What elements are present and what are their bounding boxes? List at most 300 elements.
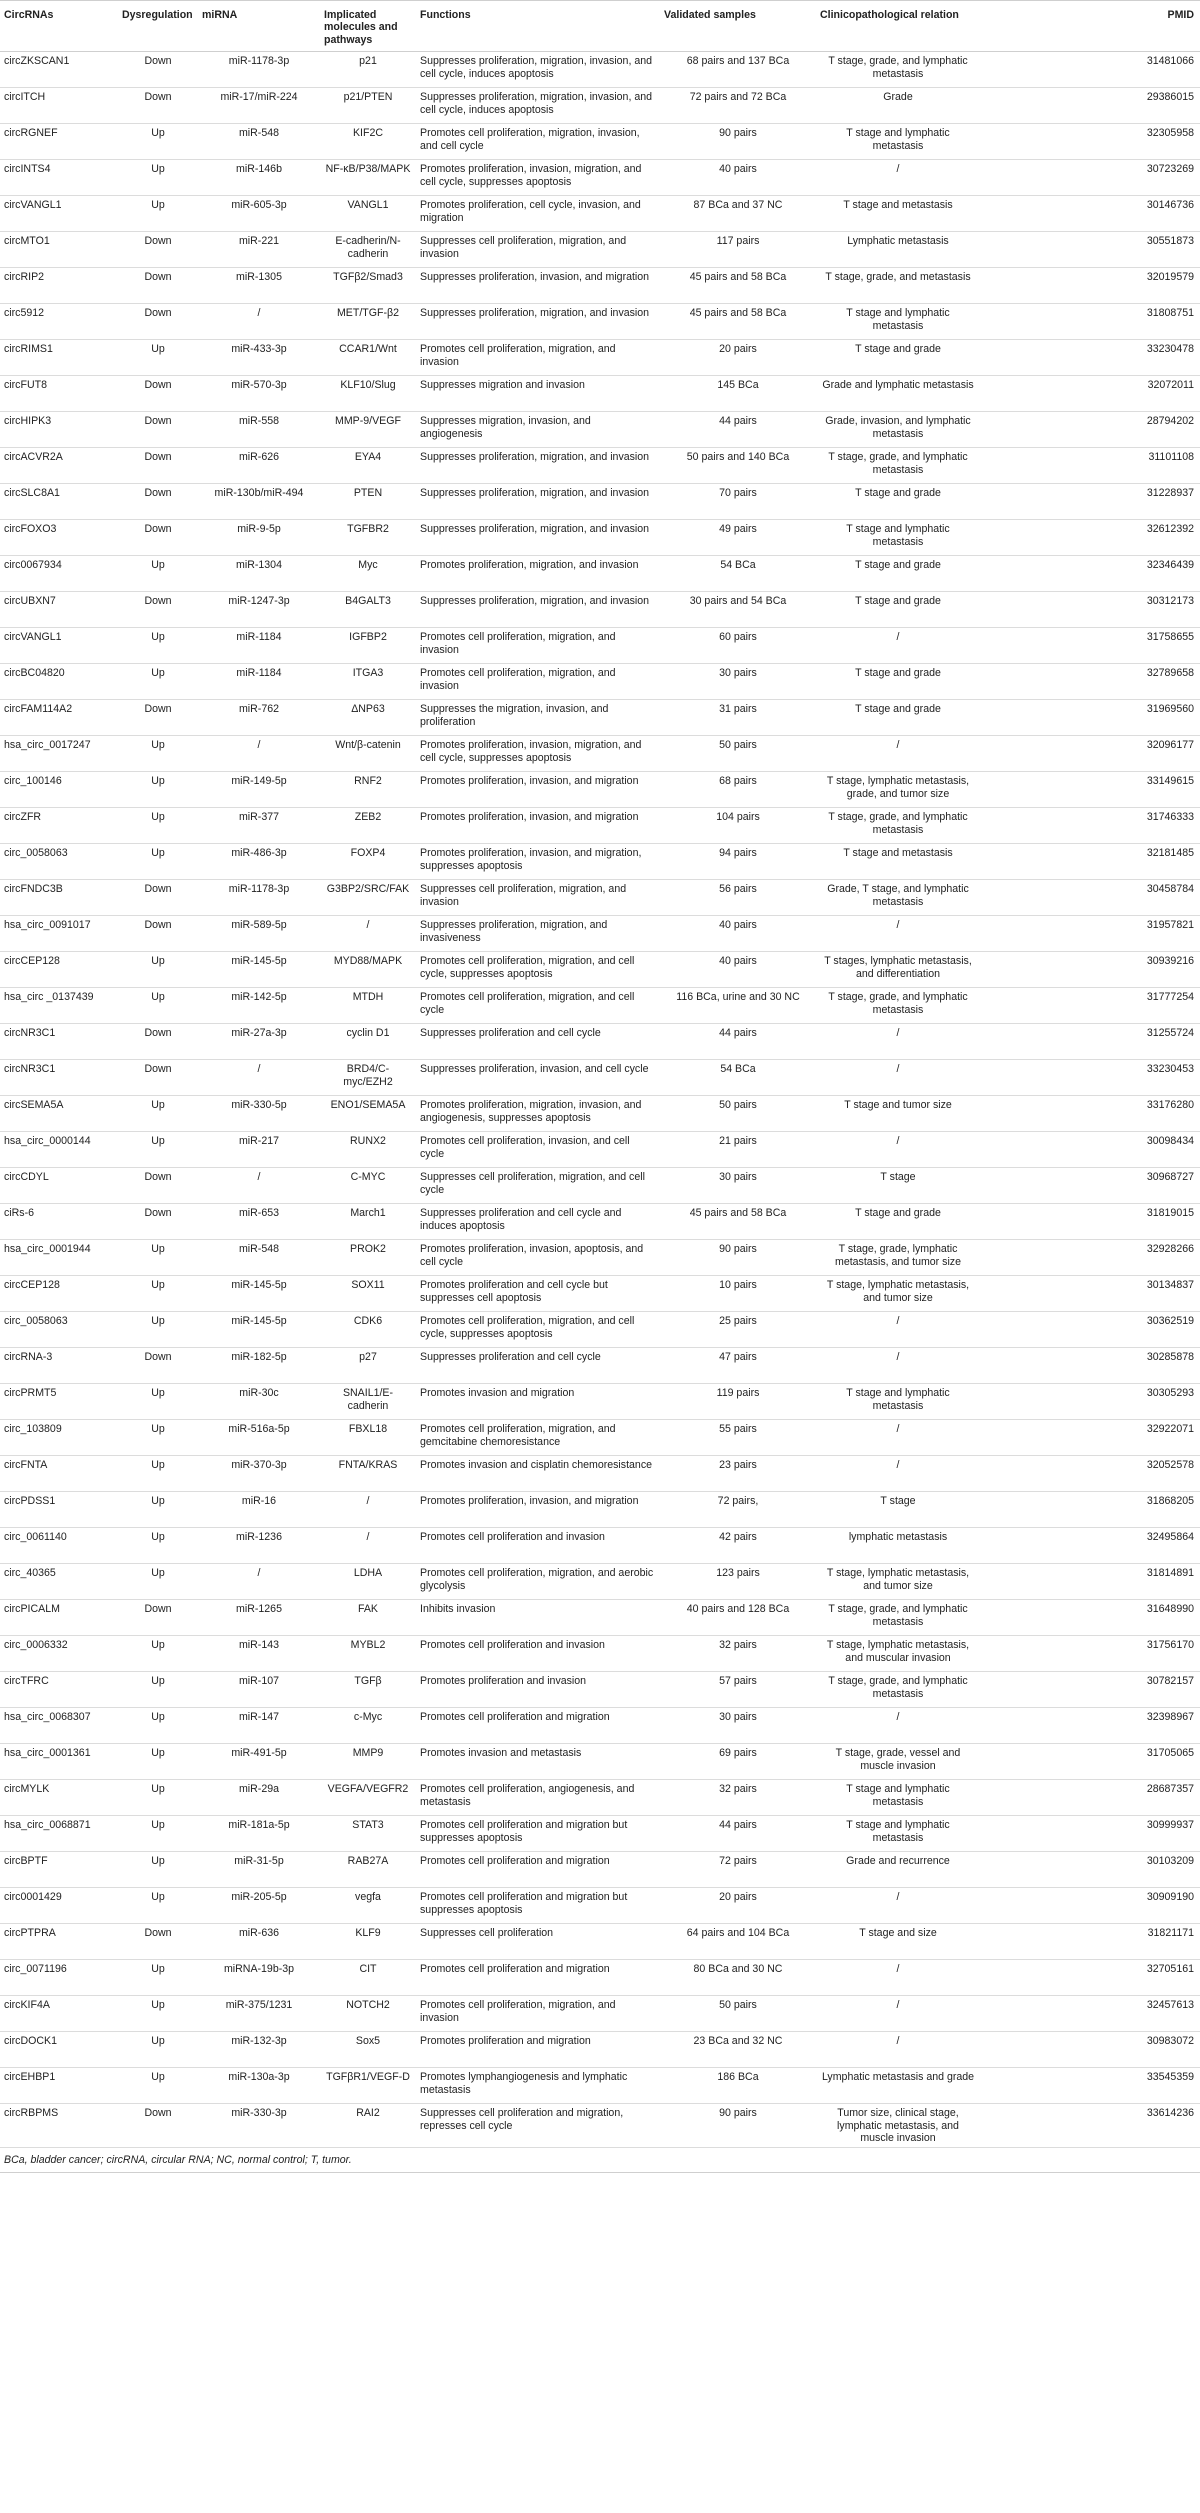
clinical-relation-cell: T stage, grade, vessel and muscle invasion	[816, 1744, 980, 1780]
mirna-cell: miR-626	[198, 448, 320, 484]
mirna-cell: miR-145-5p	[198, 1276, 320, 1312]
circrna-cell: circFNTA	[0, 1456, 118, 1492]
dysregulation-cell: Up	[118, 2068, 198, 2104]
function-cell: Promotes cell proliferation, migration, and cell cycle, suppresses apoptosis	[416, 1312, 660, 1348]
dysregulation-cell: Down	[118, 88, 198, 124]
pmid-cell: 32019579	[980, 268, 1200, 304]
table-row	[0, 232, 1200, 268]
pathway-cell: MET/TGF-β2	[320, 304, 416, 340]
table-row	[0, 268, 1200, 304]
clinical-relation-cell: Grade, invasion, and lymphatic metastasis	[816, 412, 980, 448]
function-cell: Promotes cell proliferation and migration but suppresses apoptosis	[416, 1888, 660, 1924]
pathway-cell: NF-κB/P38/MAPK	[320, 160, 416, 196]
dysregulation-cell: Down	[118, 1924, 198, 1960]
dysregulation-cell: Down	[118, 1348, 198, 1384]
pathway-cell: VANGL1	[320, 196, 416, 232]
mirna-cell: /	[198, 1564, 320, 1600]
pmid-cell: 31819015	[980, 1204, 1200, 1240]
clinical-relation-cell: T stage, grade, and metastasis	[816, 268, 980, 304]
table-row	[0, 628, 1200, 664]
function-cell: Promotes cell proliferation, migration, and invasion	[416, 664, 660, 700]
function-cell: Promotes cell proliferation, migration, invasion, and cell cycle	[416, 124, 660, 160]
column-header: Clinicopathological relation	[816, 1, 980, 52]
samples-cell: 40 pairs	[660, 952, 816, 988]
clinical-relation-cell: lymphatic metastasis	[816, 1528, 980, 1564]
pmid-cell: 32705161	[980, 1960, 1200, 1996]
clinical-relation-cell: /	[816, 1960, 980, 1996]
function-cell: Promotes cell proliferation and migration	[416, 1960, 660, 1996]
pathway-cell: TGFβR1/VEGF-D	[320, 2068, 416, 2104]
dysregulation-cell: Up	[118, 1636, 198, 1672]
circrna-cell: circVANGL1	[0, 196, 118, 232]
table-row	[0, 52, 1200, 88]
pmid-cell: 32922071	[980, 1420, 1200, 1456]
clinical-relation-cell: T stage	[816, 1168, 980, 1204]
table-row	[0, 1096, 1200, 1132]
pmid-cell: 33614236	[980, 2104, 1200, 2148]
pathway-cell: KIF2C	[320, 124, 416, 160]
dysregulation-cell: Up	[118, 1492, 198, 1528]
dysregulation-cell: Up	[118, 988, 198, 1024]
samples-cell: 90 pairs	[660, 1240, 816, 1276]
dysregulation-cell: Up	[118, 1132, 198, 1168]
dysregulation-cell: Up	[118, 628, 198, 664]
mirna-cell: /	[198, 736, 320, 772]
pmid-cell: 32305958	[980, 124, 1200, 160]
clinical-relation-cell: T stage, lymphatic metastasis, grade, and tumor size	[816, 772, 980, 808]
pathway-cell: RUNX2	[320, 1132, 416, 1168]
table-row	[0, 1204, 1200, 1240]
mirna-cell: miR-181a-5p	[198, 1816, 320, 1852]
dysregulation-cell: Up	[118, 952, 198, 988]
circrna-cell: circMYLK	[0, 1780, 118, 1816]
pathway-cell: ZEB2	[320, 808, 416, 844]
mirna-cell: miR-1305	[198, 268, 320, 304]
circrna-cell: hsa_circ_0091017	[0, 916, 118, 952]
function-cell: Promotes invasion and cisplatin chemoresistance	[416, 1456, 660, 1492]
samples-cell: 49 pairs	[660, 520, 816, 556]
pmid-cell: 30285878	[980, 1348, 1200, 1384]
table-row	[0, 1132, 1200, 1168]
dysregulation-cell: Down	[118, 304, 198, 340]
dysregulation-cell: Down	[118, 484, 198, 520]
pathway-cell: FOXP4	[320, 844, 416, 880]
pathway-cell: ENO1/SEMA5A	[320, 1096, 416, 1132]
circrna-cell: circ5912	[0, 304, 118, 340]
mirna-cell: miR-1247-3p	[198, 592, 320, 628]
function-cell: Suppresses proliferation and cell cycle	[416, 1024, 660, 1060]
clinical-relation-cell: /	[816, 1708, 980, 1744]
table-row	[0, 1924, 1200, 1960]
samples-cell: 30 pairs	[660, 664, 816, 700]
mirna-cell: miR-330-5p	[198, 1096, 320, 1132]
function-cell: Suppresses proliferation, migration, and invasion	[416, 592, 660, 628]
clinical-relation-cell: T stage and lymphatic metastasis	[816, 1384, 980, 1420]
function-cell: Suppresses migration, invasion, and angiogenesis	[416, 412, 660, 448]
pmid-cell: 30362519	[980, 1312, 1200, 1348]
function-cell: Suppresses proliferation, migration, and invasion	[416, 304, 660, 340]
mirna-cell: miR-1236	[198, 1528, 320, 1564]
pmid-cell: 31481066	[980, 52, 1200, 88]
clinical-relation-cell: Grade and lymphatic metastasis	[816, 376, 980, 412]
table-row	[0, 988, 1200, 1024]
clinical-relation-cell: T stage and grade	[816, 340, 980, 376]
pmid-cell: 32398967	[980, 1708, 1200, 1744]
mirna-cell: miR-375/1231	[198, 1996, 320, 2032]
pmid-cell: 31821171	[980, 1924, 1200, 1960]
pathway-cell: Sox5	[320, 2032, 416, 2068]
table-row	[0, 412, 1200, 448]
pathway-cell: MYD88/MAPK	[320, 952, 416, 988]
samples-cell: 54 BCa	[660, 1060, 816, 1096]
clinical-relation-cell: /	[816, 736, 980, 772]
samples-cell: 87 BCa and 37 NC	[660, 196, 816, 232]
circrna-cell: circ_0071196	[0, 1960, 118, 1996]
circrna-cell: circRIMS1	[0, 340, 118, 376]
clinical-relation-cell: Grade, T stage, and lymphatic metastasis	[816, 880, 980, 916]
table-footnote: BCa, bladder cancer; circRNA, circular RNA; NC, normal control; T, tumor.	[0, 2148, 1200, 2173]
pmid-cell: 31746333	[980, 808, 1200, 844]
pathway-cell: LDHA	[320, 1564, 416, 1600]
dysregulation-cell: Down	[118, 1060, 198, 1096]
pmid-cell: 33545359	[980, 2068, 1200, 2104]
pathway-cell: ITGA3	[320, 664, 416, 700]
mirna-cell: miR-1184	[198, 628, 320, 664]
table-row	[0, 1240, 1200, 1276]
table-row	[0, 772, 1200, 808]
function-cell: Suppresses cell proliferation, migration, and invasion	[416, 880, 660, 916]
circrna-cell: circ_100146	[0, 772, 118, 808]
function-cell: Suppresses proliferation, migration, invasion, and cell cycle, induces apoptosis	[416, 52, 660, 88]
table-row	[0, 1348, 1200, 1384]
pmid-cell: 32052578	[980, 1456, 1200, 1492]
dysregulation-cell: Up	[118, 1888, 198, 1924]
pathway-cell: MMP-9/VEGF	[320, 412, 416, 448]
mirna-cell: miR-377	[198, 808, 320, 844]
samples-cell: 57 pairs	[660, 1672, 816, 1708]
circrna-cell: circZFR	[0, 808, 118, 844]
dysregulation-cell: Up	[118, 1420, 198, 1456]
samples-cell: 44 pairs	[660, 412, 816, 448]
samples-cell: 23 BCa and 32 NC	[660, 2032, 816, 2068]
samples-cell: 45 pairs and 58 BCa	[660, 1204, 816, 1240]
mirna-cell: miR-516a-5p	[198, 1420, 320, 1456]
circrna-cell: ciRs-6	[0, 1204, 118, 1240]
function-cell: Promotes proliferation, invasion, apoptosis, and cell cycle	[416, 1240, 660, 1276]
pmid-cell: 30968727	[980, 1168, 1200, 1204]
table-header-row	[0, 1, 1200, 52]
samples-cell: 31 pairs	[660, 700, 816, 736]
dysregulation-cell: Down	[118, 232, 198, 268]
mirna-cell: miR-605-3p	[198, 196, 320, 232]
pathway-cell: STAT3	[320, 1816, 416, 1852]
samples-cell: 69 pairs	[660, 1744, 816, 1780]
dysregulation-cell: Up	[118, 1564, 198, 1600]
pathway-cell: Wnt/β-catenin	[320, 736, 416, 772]
clinical-relation-cell: T stage and grade	[816, 1204, 980, 1240]
samples-cell: 68 pairs	[660, 772, 816, 808]
circrna-cell: circ_0058063	[0, 1312, 118, 1348]
pathway-cell: VEGFA/VEGFR2	[320, 1780, 416, 1816]
pathway-cell: NOTCH2	[320, 1996, 416, 2032]
table-row	[0, 160, 1200, 196]
circrna-cell: hsa_circ_0001944	[0, 1240, 118, 1276]
function-cell: Suppresses proliferation, migration, and invasion	[416, 448, 660, 484]
pathway-cell: E-cadherin/N-cadherin	[320, 232, 416, 268]
table-row	[0, 520, 1200, 556]
dysregulation-cell: Up	[118, 1816, 198, 1852]
function-cell: Suppresses proliferation and cell cycle and induces apoptosis	[416, 1204, 660, 1240]
circrna-cell: circRIP2	[0, 268, 118, 304]
mirna-cell: miR-130b/miR-494	[198, 484, 320, 520]
function-cell: Promotes cell proliferation, migration, and gemcitabine chemoresistance	[416, 1420, 660, 1456]
mirna-cell: miR-589-5p	[198, 916, 320, 952]
table-row	[0, 1168, 1200, 1204]
pathway-cell: SOX11	[320, 1276, 416, 1312]
pathway-cell: MMP9	[320, 1744, 416, 1780]
samples-cell: 80 BCa and 30 NC	[660, 1960, 816, 1996]
function-cell: Promotes cell proliferation and migration but suppresses apoptosis	[416, 1816, 660, 1852]
mirna-cell: miR-205-5p	[198, 1888, 320, 1924]
clinical-relation-cell: T stage, grade, and lymphatic metastasis	[816, 52, 980, 88]
circrna-cell: circTFRC	[0, 1672, 118, 1708]
dysregulation-cell: Up	[118, 124, 198, 160]
circrna-cell: hsa_circ _0137439	[0, 988, 118, 1024]
column-header: miRNA	[198, 1, 320, 52]
mirna-cell: miR-132-3p	[198, 2032, 320, 2068]
clinical-relation-cell: /	[816, 1456, 980, 1492]
table-row	[0, 1492, 1200, 1528]
circrna-cell: circ_0061140	[0, 1528, 118, 1564]
pathway-cell: p21/PTEN	[320, 88, 416, 124]
function-cell: Promotes cell proliferation, migration, and cell cycle	[416, 988, 660, 1024]
clinical-relation-cell: /	[816, 916, 980, 952]
dysregulation-cell: Down	[118, 376, 198, 412]
table-row	[0, 1384, 1200, 1420]
pmid-cell: 32096177	[980, 736, 1200, 772]
dysregulation-cell: Down	[118, 880, 198, 916]
table-row	[0, 2068, 1200, 2104]
function-cell: Suppresses migration and invasion	[416, 376, 660, 412]
pathway-cell: PTEN	[320, 484, 416, 520]
mirna-cell: miR-653	[198, 1204, 320, 1240]
function-cell: Promotes cell proliferation and invasion	[416, 1528, 660, 1564]
clinical-relation-cell: T stage, grade, and lymphatic metastasis	[816, 448, 980, 484]
table-row	[0, 1636, 1200, 1672]
table-row	[0, 1744, 1200, 1780]
circrna-cell: circPICALM	[0, 1600, 118, 1636]
samples-cell: 50 pairs and 140 BCa	[660, 448, 816, 484]
circrna-cell: circRGNEF	[0, 124, 118, 160]
mirna-cell: miR-548	[198, 124, 320, 160]
samples-cell: 72 pairs	[660, 1852, 816, 1888]
circrna-cell: circBPTF	[0, 1852, 118, 1888]
dysregulation-cell: Up	[118, 772, 198, 808]
circrna-cell: circ_0006332	[0, 1636, 118, 1672]
pathway-cell: TGFβ2/Smad3	[320, 268, 416, 304]
pathway-cell: p21	[320, 52, 416, 88]
circrna-cell: circZKSCAN1	[0, 52, 118, 88]
clinical-relation-cell: /	[816, 1420, 980, 1456]
samples-cell: 40 pairs	[660, 916, 816, 952]
table-row	[0, 1816, 1200, 1852]
mirna-cell: miR-370-3p	[198, 1456, 320, 1492]
pmid-cell: 30983072	[980, 2032, 1200, 2068]
dysregulation-cell: Up	[118, 1240, 198, 1276]
circrna-cell: circCEP128	[0, 952, 118, 988]
function-cell: Promotes proliferation and invasion	[416, 1672, 660, 1708]
clinical-relation-cell: /	[816, 1996, 980, 2032]
function-cell: Promotes cell proliferation, migration, and cell cycle, suppresses apoptosis	[416, 952, 660, 988]
mirna-cell: miR-146b	[198, 160, 320, 196]
function-cell: Suppresses cell proliferation and migration, represses cell cycle	[416, 2104, 660, 2148]
samples-cell: 30 pairs	[660, 1168, 816, 1204]
pathway-cell: Myc	[320, 556, 416, 592]
clinical-relation-cell: /	[816, 2032, 980, 2068]
mirna-cell: miR-107	[198, 1672, 320, 1708]
pathway-cell: CIT	[320, 1960, 416, 1996]
pathway-cell: March1	[320, 1204, 416, 1240]
table-row	[0, 880, 1200, 916]
pmid-cell: 31255724	[980, 1024, 1200, 1060]
clinical-relation-cell: T stage and metastasis	[816, 196, 980, 232]
table-row	[0, 592, 1200, 628]
pathway-cell: RAB27A	[320, 1852, 416, 1888]
circrna-cell: circPRMT5	[0, 1384, 118, 1420]
samples-cell: 23 pairs	[660, 1456, 816, 1492]
clinical-relation-cell: /	[816, 1312, 980, 1348]
clinical-relation-cell: T stage and lymphatic metastasis	[816, 304, 980, 340]
circrna-cell: circMTO1	[0, 232, 118, 268]
samples-cell: 90 pairs	[660, 2104, 816, 2148]
dysregulation-cell: Up	[118, 1996, 198, 2032]
dysregulation-cell: Up	[118, 1672, 198, 1708]
clinical-relation-cell: /	[816, 1024, 980, 1060]
function-cell: Promotes cell proliferation, migration, and invasion	[416, 340, 660, 376]
pathway-cell: vegfa	[320, 1888, 416, 1924]
pathway-cell: /	[320, 1528, 416, 1564]
clinical-relation-cell: /	[816, 1348, 980, 1384]
samples-cell: 72 pairs and 72 BCa	[660, 88, 816, 124]
pmid-cell: 30146736	[980, 196, 1200, 232]
dysregulation-cell: Down	[118, 448, 198, 484]
samples-cell: 40 pairs	[660, 160, 816, 196]
dysregulation-cell: Up	[118, 844, 198, 880]
pmid-cell: 30098434	[980, 1132, 1200, 1168]
pathway-cell: PROK2	[320, 1240, 416, 1276]
dysregulation-cell: Up	[118, 736, 198, 772]
circrna-cell: circUBXN7	[0, 592, 118, 628]
mirna-cell: miR-330-3p	[198, 2104, 320, 2148]
pmid-cell: 31969560	[980, 700, 1200, 736]
samples-cell: 70 pairs	[660, 484, 816, 520]
dysregulation-cell: Up	[118, 1096, 198, 1132]
table-row	[0, 1960, 1200, 1996]
mirna-cell: miR-30c	[198, 1384, 320, 1420]
pmid-cell: 31101108	[980, 448, 1200, 484]
clinical-relation-cell: Lymphatic metastasis and grade	[816, 2068, 980, 2104]
dysregulation-cell: Up	[118, 1384, 198, 1420]
samples-cell: 145 BCa	[660, 376, 816, 412]
mirna-cell: miR-145-5p	[198, 1312, 320, 1348]
table-row	[0, 1024, 1200, 1060]
table-row	[0, 1420, 1200, 1456]
column-header: PMID	[980, 1, 1200, 52]
dysregulation-cell: Down	[118, 1168, 198, 1204]
mirna-cell: miR-143	[198, 1636, 320, 1672]
circrna-cell: hsa_circ_0017247	[0, 736, 118, 772]
pmid-cell: 31808751	[980, 304, 1200, 340]
mirna-cell: miR-16	[198, 1492, 320, 1528]
pmid-cell: 32495864	[980, 1528, 1200, 1564]
pathway-cell: RAI2	[320, 2104, 416, 2148]
function-cell: Suppresses proliferation, invasion, and migration	[416, 268, 660, 304]
table-row	[0, 808, 1200, 844]
pmid-cell: 32789658	[980, 664, 1200, 700]
pmid-cell: 30939216	[980, 952, 1200, 988]
samples-cell: 60 pairs	[660, 628, 816, 664]
circrna-cell: circEHBP1	[0, 2068, 118, 2104]
dysregulation-cell: Up	[118, 1528, 198, 1564]
function-cell: Promotes proliferation, invasion, and migration	[416, 808, 660, 844]
mirna-cell: miR-142-5p	[198, 988, 320, 1024]
samples-cell: 54 BCa	[660, 556, 816, 592]
table-row	[0, 484, 1200, 520]
table-row	[0, 1996, 1200, 2032]
samples-cell: 30 pairs and 54 BCa	[660, 592, 816, 628]
dysregulation-cell: Down	[118, 412, 198, 448]
circrna-cell: circCDYL	[0, 1168, 118, 1204]
clinical-relation-cell: Tumor size, clinical stage, lymphatic metastasis, and muscle invasion	[816, 2104, 980, 2148]
dysregulation-cell: Up	[118, 160, 198, 196]
samples-cell: 55 pairs	[660, 1420, 816, 1456]
function-cell: Promotes proliferation, invasion, and migration	[416, 1492, 660, 1528]
table-row	[0, 1672, 1200, 1708]
dysregulation-cell: Down	[118, 592, 198, 628]
clinical-relation-cell: T stage and grade	[816, 484, 980, 520]
samples-cell: 50 pairs	[660, 736, 816, 772]
circrna-cell: hsa_circ_0001361	[0, 1744, 118, 1780]
pathway-cell: TGFBR2	[320, 520, 416, 556]
samples-cell: 47 pairs	[660, 1348, 816, 1384]
clinical-relation-cell: /	[816, 628, 980, 664]
clinical-relation-cell: /	[816, 1060, 980, 1096]
table-row	[0, 664, 1200, 700]
table-row	[0, 844, 1200, 880]
table-row	[0, 1060, 1200, 1096]
function-cell: Promotes proliferation and cell cycle but suppresses cell apoptosis	[416, 1276, 660, 1312]
column-header: Functions	[416, 1, 660, 52]
mirna-cell: miR-1304	[198, 556, 320, 592]
mirna-cell: miR-27a-3p	[198, 1024, 320, 1060]
circrna-cell: circPTPRA	[0, 1924, 118, 1960]
dysregulation-cell: Up	[118, 808, 198, 844]
samples-cell: 44 pairs	[660, 1024, 816, 1060]
pathway-cell: MTDH	[320, 988, 416, 1024]
clinical-relation-cell: T stage and size	[816, 1924, 980, 1960]
clinical-relation-cell: T stage and grade	[816, 700, 980, 736]
pmid-cell: 28687357	[980, 1780, 1200, 1816]
samples-cell: 90 pairs	[660, 124, 816, 160]
pathway-cell: FBXL18	[320, 1420, 416, 1456]
samples-cell: 21 pairs	[660, 1132, 816, 1168]
dysregulation-cell: Down	[118, 1204, 198, 1240]
clinical-relation-cell: T stage and grade	[816, 592, 980, 628]
samples-cell: 20 pairs	[660, 1888, 816, 1924]
circrna-cell: circPDSS1	[0, 1492, 118, 1528]
circrna-cell: circBC04820	[0, 664, 118, 700]
circrna-cell: circINTS4	[0, 160, 118, 196]
